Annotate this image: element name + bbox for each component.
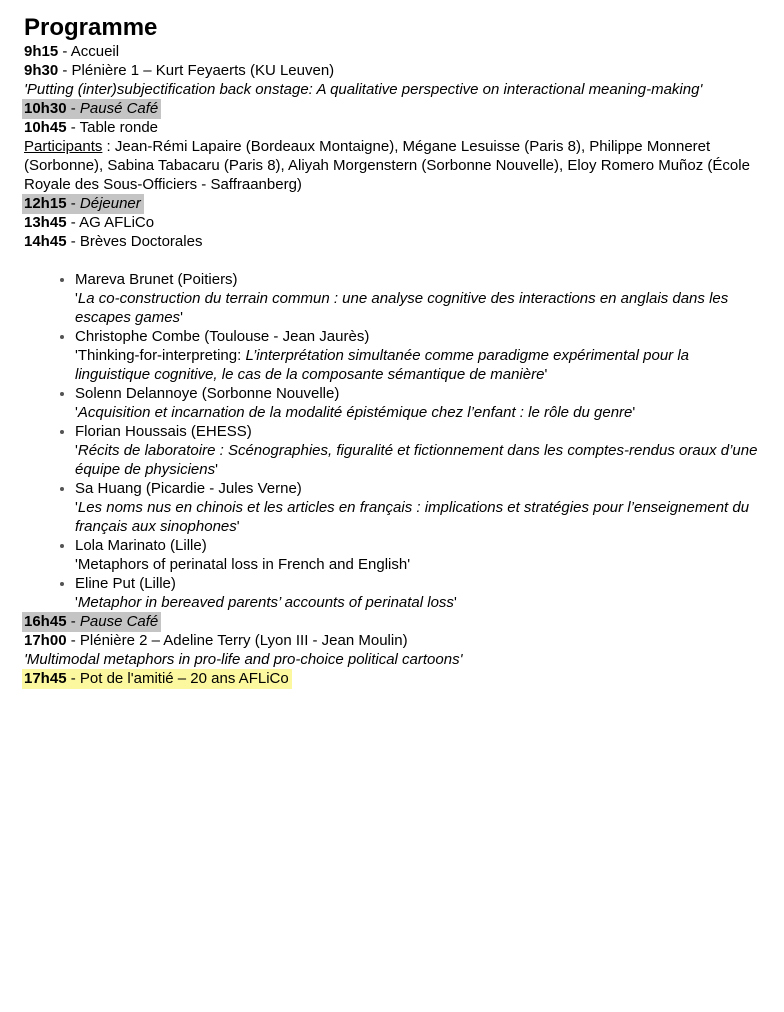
talk-title-plain: '	[544, 366, 548, 383]
entry-label: Pot de l'amitié – 20 ans AFLiCo	[79, 670, 289, 687]
talk-title-italic: Les noms nus en chinois et les articles en français : implications et stratégies pour l’enseignement du français aux sinophones	[75, 499, 750, 535]
talk-author: Lola Marinato (Lille)	[75, 537, 207, 554]
participants-label: Participants	[24, 138, 103, 155]
talk-title	[75, 404, 635, 421]
doctoral-talk-item	[75, 536, 766, 574]
talk-title-plain: 'Thinking-for-interpreting:	[75, 347, 246, 364]
talk-title: 'Multimodal metaphors in pro-life and pro-choice political cartoons'	[24, 651, 463, 668]
talk-title-plain: '	[453, 594, 457, 611]
schedule-entry-breves-doctorales	[24, 232, 766, 251]
entry-time: 16h45	[24, 613, 67, 630]
talk-title-plain: '	[75, 442, 78, 459]
talk-author: Sa Huang (Picardie - Jules Verne)	[75, 480, 302, 497]
talk-title-plain: '	[75, 594, 78, 611]
entry-label: Pausé Café	[79, 100, 159, 117]
entry-label: Déjeuner	[79, 195, 141, 212]
schedule-entry-pleniere-2	[24, 631, 766, 669]
entry-separator: -	[66, 632, 80, 649]
talk-title-plain: '	[632, 404, 636, 421]
entry-label: Pause Café	[79, 613, 159, 630]
talk-title-italic: L’interprétation simultanée comme paradigme expérimental pour la linguistique cognitive, le cas de la composante sémantique de manière	[75, 347, 690, 383]
talk-title-plain: '	[75, 290, 78, 307]
talk-title-plain: '	[180, 309, 183, 326]
talk-title	[75, 442, 757, 478]
schedule-entry-ag-aflico	[24, 213, 766, 232]
talk-title	[75, 594, 457, 611]
entry-label: Table ronde	[79, 119, 159, 136]
schedule-entry-table-ronde	[24, 118, 766, 194]
schedule-entry-accueil	[24, 42, 766, 61]
doctoral-talk-item	[75, 384, 766, 422]
talk-author: Solenn Delannoye (Sorbonne Nouvelle)	[75, 385, 340, 402]
schedule-entry-pleniere-1	[24, 61, 766, 99]
highlighted-text	[22, 669, 292, 689]
talk-title-plain: '	[236, 518, 240, 535]
doctoral-talk-item	[75, 327, 766, 384]
entry-separator: -	[66, 214, 80, 231]
doctoral-talk-item	[75, 574, 766, 612]
talk-title-italic: La co-construction du terrain commun : une analyse cognitive des interactions en anglais dans les escapes games	[75, 290, 729, 326]
schedule-entry-pause-cafe-2	[24, 612, 766, 631]
talk-title-plain: '	[75, 404, 78, 421]
highlighted-text	[22, 612, 161, 632]
doctoral-talk-item	[75, 422, 766, 479]
entry-separator: -	[66, 195, 80, 212]
entry-time: 14h45	[24, 233, 67, 250]
schedule-entry-pot-amitie	[24, 669, 766, 688]
doctoral-talk-item	[75, 479, 766, 536]
entry-label: AG AFLiCo	[79, 214, 155, 231]
entry-label: Brèves Doctorales	[79, 233, 203, 250]
talk-title-plain: '	[215, 461, 218, 478]
entry-label: Plénière 2 – Adeline Terry (Lyon III - Jean Moulin)	[79, 632, 408, 649]
entry-separator: -	[66, 670, 80, 687]
entry-time: 10h30	[24, 100, 67, 117]
entry-time: 12h15	[24, 195, 67, 212]
talk-title-plain: 'Metaphors of perinatal loss in French and English'	[75, 556, 411, 573]
talk-author: Mareva Brunet (Poitiers)	[75, 271, 238, 288]
schedule-entry-dejeuner	[24, 194, 766, 213]
doctoral-talks-list	[24, 270, 766, 612]
talk-title	[75, 556, 410, 573]
talk-title-italic: Metaphor in bereaved parents’ accounts of perinatal loss	[77, 594, 454, 611]
talk-title	[75, 499, 749, 535]
talk-title-italic: Récits de laboratoire : Scénographies, figuralité et fictionnement dans les comptes-rendus oraux d’une équipe de physiciens	[75, 442, 758, 478]
entry-separator: -	[66, 613, 80, 630]
entry-separator: -	[58, 43, 71, 60]
entry-time: 17h45	[24, 670, 67, 687]
entry-time: 9h30	[24, 62, 59, 79]
talk-author: Christophe Combe (Toulouse - Jean Jaurès)	[75, 328, 370, 345]
entry-time: 10h45	[24, 119, 67, 136]
talk-author: Eline Put (Lille)	[75, 575, 176, 592]
entry-label: Plénière 1 – Kurt Feyaerts (KU Leuven)	[71, 62, 335, 79]
entry-label: Accueil	[70, 43, 120, 60]
talk-title-plain: '	[75, 499, 78, 516]
highlighted-text	[22, 99, 161, 119]
highlighted-text	[22, 194, 144, 214]
entry-time: 17h00	[24, 632, 67, 649]
talk-title-italic: Acquisition et incarnation de la modalité épistémique chez l’enfant : le rôle du genre	[77, 404, 633, 421]
talk-title: 'Putting (inter)subjectification back onstage: A qualitative perspective on interactional meaning-making'	[24, 81, 703, 98]
entry-separator: -	[66, 100, 80, 117]
doctoral-talk-item	[75, 270, 766, 327]
schedule-entry-pause-cafe-1	[24, 99, 766, 118]
entry-separator: -	[66, 119, 80, 136]
participants-list: : Jean-Rémi Lapaire (Bordeaux Montaigne), Mégane Lesuisse (Paris 8), Philippe Monneret (Sorbonne), Sabina Tabacaru (Paris 8), Aliyah Morgenstern (Sorbonne Nouvelle), Eloy Romero Muñoz (École Royale des Sous-Officiers - Saffraanberg)	[24, 138, 750, 193]
entry-time: 13h45	[24, 214, 67, 231]
entry-separator: -	[58, 62, 72, 79]
page-title: Programme	[24, 14, 158, 41]
entry-time: 9h15	[24, 43, 59, 60]
talk-title	[75, 347, 689, 383]
entry-separator: -	[66, 233, 80, 250]
talk-title	[75, 290, 728, 326]
talk-author: Florian Houssais (EHESS)	[75, 423, 252, 440]
